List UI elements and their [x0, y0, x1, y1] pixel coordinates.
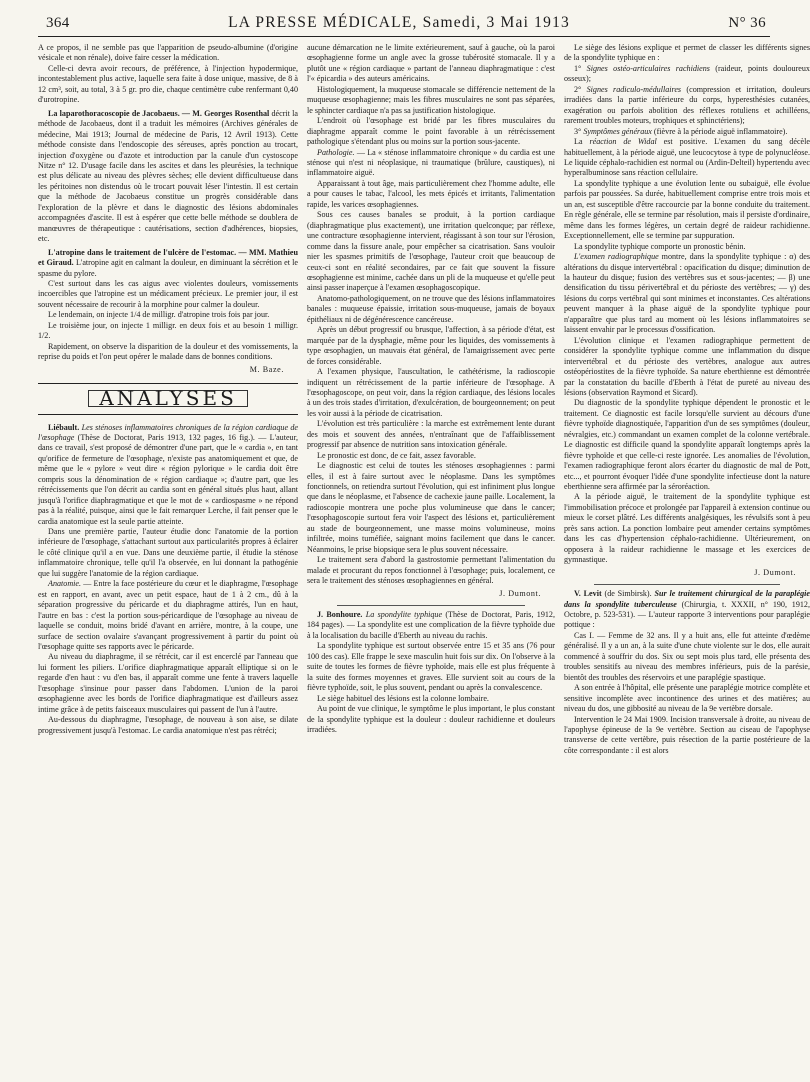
paragraph: Le pronostic est donc, de ce fait, assez favorable. — [317, 450, 476, 460]
paragraph-text: est positive. L'examen du sang décèle habituellement, à la période aiguë, une leucocytose à type de polynucléose. Le liquide céphalo-rachidien est normal ou (Ardin-Delteil) hypertendu avec hyperalbuminose sans réaction cellulaire. — [564, 137, 810, 178]
list-text: (compression et irritation, douleurs irradiées dans la partie inférieure du corps, hyperesthésies cutanées, exagération ou parfois abolition des réflexes rotuliens et achilléens, rarement troubles moteurs, trophiques et sphinctériens); — [564, 84, 810, 126]
paragraph — [307, 148, 555, 179]
analysis-entry — [38, 423, 298, 528]
paragraph: La spondylite typhique comporte un pronostic bénin. — [574, 241, 746, 251]
analysis-title: La spondylite typhique — [365, 610, 443, 620]
section-atropine — [38, 248, 298, 279]
analysis-reference: (Chirurgia, t. XXXII, n° 190, 1912, Octobre, p. 523-531). — — [564, 599, 810, 620]
signature: M. Baze. — [249, 364, 284, 374]
subsection-label: Pathologie. — [317, 147, 355, 157]
text-columns — [38, 43, 810, 1068]
sign-list-item — [564, 64, 810, 85]
paragraph — [564, 137, 810, 179]
journal-title: LA PRESSE MÉDICALE, Samedi, 3 Mai 1913 — [228, 14, 570, 31]
paragraph: Anatomo-pathologiquement, on ne trouve que des lésions inflammatoires banales : muqueuse épaissie, irritation sous-muqueuse, jamais de boyaux épithéliaux ni de dégénérescence cancéreuse. — [307, 293, 555, 324]
paragraph: L'évolution est très particulière : la marche est extrêmement lente durant des mois et souvent des années, n'entraînant que de l'affaiblissement progressif par absence de nutrition sans intoxication générale. — [307, 419, 555, 450]
list-number: 3° — [574, 126, 582, 136]
paragraph: Rapidement, on observe la disparition de la douleur et des vomissements, la reprise du poids et l'on peut opérer le malade dans de bonnes conditions. — [38, 341, 298, 362]
section-heading: La laparothoracoscopie de Jacobaeus. — M. Georges Rosenthal — [48, 108, 270, 118]
divider — [594, 584, 780, 585]
paragraph: Au niveau du diaphragme, il se rétrécit, car il est encerclé par l'anneau que lui forment les piliers. L'orifice diaphragmatique apparaît elliptique si on le regarde d'en haut : vu d'en bas, il apparaît comme une fente à travers laquelle l'œsophage s'insinue pour passer dans l'abdomen. L'union de la paroi œsophagienne avec les bords de l'orifice diaphragmatique est d'ailleurs assez intime grâce à de petits faisceaux musculaires qui passent de l'un à l'autre. — [38, 652, 298, 714]
list-text: (fièvre à la période aiguë inflammatoire). — [653, 126, 788, 136]
analysis-entry — [307, 610, 555, 641]
column-1 — [38, 43, 298, 1068]
paragraph: C'est surtout dans les cas aigus avec violentes douleurs, vomissements incoercibles que l'atropine est un médicament précieux. Le premier jour, il est souvent nécessaire de recourir à la morphine pour calmer la douleur. — [38, 278, 298, 309]
paragraph: Apparaissant à tout âge, mais particulièrement chez l'homme adulte, elle a pour causes le tabac, l'alcool, les mets épicés et irritants, l'alimentation rapide, les varices œsophagiennes. — [307, 178, 555, 209]
paragraph-text: — La « sténose inflammatoire chronique » du cardia est une sténose qui n'est ni néoplasique, ni traumatique (brûlure, caustiques), ni inflammatoire aiguë. — [307, 147, 555, 178]
analysis-title: Les sténoses inflammatoires chroniques de la région cardiaque de l'œsophage — [38, 422, 298, 442]
paragraph: La spondylite typhique est surtout observée entre 15 et 35 ans (76 pour 100 des cas). Elle frappe le sexe masculin huit fois sur dix. On l'observe à la suite de toutes les formes de fièvre typhoïde, mais elle est plus fréquente à la suite des formes moyennes et graves. Elle survient soit au cours de la fièvre typhoïde, soit, le plus souvent, pendant ou après la convalescence. — [307, 641, 555, 693]
analyses-title: ANALYSES — [88, 390, 248, 406]
list-text: (raideur, points douloureux osseux); — [564, 63, 810, 84]
analysis-author: V. Levit — [574, 589, 602, 599]
paragraph: A la période aiguë, le traitement de la spondylite typhique est l'immobilisation précoce et prolongée par l'appareil à extension continue ou mieux le corset plâtré. Les différents analgésiques, les révulsifs sont à peu près sans action. La ponction lombaire peut amender certains symptômes dans les cas d'hypertension céphalo-rachidienne. Ultérieurement, on opposera à la raideur rachidienne le massage et les exercices de gymnastique. — [564, 492, 810, 565]
paragraph: Celle-ci devra avoir recours, de préférence, à l'injection hypodermique, incontestablement plus active, laquelle sera faite à dose unique, massive, de 8 à 12 cm³, soit, au total, 3 à 5 gr. pro die, chaque centimètre cube renfermant 0,40 d'urotropine. — [38, 63, 298, 105]
section-heading: L'atropine dans le traitement de l'ulcère de l'estomac. — MM. Mathieu et Giraud. — [38, 247, 298, 268]
analysis-reference: (Thèse de Doctorat, Paris, 1912, 184 pages). — — [307, 610, 555, 630]
list-label: Signes ostéo-articulaires rachidiens — [586, 63, 710, 73]
paragraph: Au point de vue clinique, le symptôme le plus important, le plus constant de la spondylite typhique est la douleur : douleur rachidienne et douleurs irradiées. — [307, 704, 555, 734]
sign-list-item — [564, 85, 810, 127]
analysis-entry — [564, 589, 810, 631]
analyses-banner — [38, 383, 298, 414]
signature: J. Dumont. — [754, 567, 796, 577]
paragraph: A l'examen physique, l'auscultation, le cathétérisme, la radioscopie indiquent un rétrécissement de la partie inférieure de l'œsophage. A l'œsophagoscope, on peut voir, dans la région cardiaque, des lésions locales à un des trois stades d'irritation, d'exulcération, de bourgeonnement; on peut les voir aussi à la période de cicatrisation. — [307, 367, 555, 418]
analysis-place: (de Simbirsk). — [604, 589, 652, 599]
inline-label: réaction de Widal — [589, 137, 657, 147]
sign-list-item — [564, 127, 810, 137]
page-header — [38, 14, 770, 37]
paragraph — [564, 252, 810, 336]
signature: J. Dumont. — [499, 588, 541, 598]
list-number: 1° — [574, 63, 582, 73]
divider — [337, 605, 525, 606]
paragraph — [38, 579, 298, 652]
paragraph: Au-dessous du diaphragme, l'œsophage, de nouveau à son aise, se dilate progressivement jusqu'à l'estomac. Le cardia anatomique n'est pas rétréci; — [38, 715, 298, 735]
paragraph: Du diagnostic de la spondylite typhique dépendent le pronostic et le traitement. Ce diagnostic est facile lorsqu'elle survient au décours d'une fièvre typhoïde diagnostiquée, l'apparition d'un de ses symptômes (douleur, névralgies, etc.) commandant un examen complet de la colonne vertébrale. Le diagnostic est difficile quand la spondylite apparaît longtemps après la fièvre typhoïde et que celle-ci reste ignorée. Les anomalies de l'évolution, l'examen radiographique feront alors écarter du diagnostic de mal de Pott, etc..., et pourront évoquer l'idée d'une spondylite infectieuse dont la nature eberthienne sera affirmée par la séroréaction. — [564, 398, 810, 492]
paragraph: Dans une première partie, l'auteur étudie donc l'anatomie de la portion inférieure de l'œsophage, s'attachant surtout aux particularités propres à éclairer le côté clinique qu'il a en vue. Dans une deuxième partie, il étudie la sténose inflammatoire chronique, telle qu'il l'a observée, en lui donnant la pathogénie que lui suggère l'anatomie de la région cardiaque. — [38, 527, 298, 578]
paragraph: Le diagnostic est celui de toutes les sténoses œsophagiennes : parmi elles, il est à faire surtout avec le néoplasme. Dans les symptômes fonctionnels, on retiendra surtout l'évolution, qui est infiniment plus longue que dans le néoplasme, et l'absence de cachexie jaune paille. Localement, la radioscopie montrera une poche plus volumineuse que dans le cancer; l'œsophagoscopie surtout fera voir l'aspect des lésions et, particulièrement au stade de bourgeonnement, une masse moins volumineuse, moins infiltrée, moins tuméfiée, saignant moins facilement que dans le cancer. Néanmoins, le prise biopsique sera le plus souvent nécessaire. — [307, 461, 555, 554]
paragraph: A son entrée à l'hôpital, elle présente une paraplégie motrice complète et sensitive incomplète avec incontinence des urines et des matières; au niveau du dos, une gibbosité au niveau de la 9e vertèbre dorsale. — [564, 683, 810, 714]
paragraph: A ce propos, il ne semble pas que l'apparition de pseudo-albumine (d'origine vésicale et non rénale), doive faire cesser la médication. — [38, 43, 298, 63]
paragraph: Le siège habituel des lésions est la colonne lombaire. — [317, 693, 489, 703]
analysis-reference: (Thèse de Doctorat, Paris 1913, 132 pages, 16 fig.). — — [77, 432, 267, 442]
analysis-body: La spondylite est une complication de la fièvre typhoïde due à la localisation du bacille d'Eberth au niveau du rachis. — [307, 620, 555, 640]
paragraph: aucune démarcation ne le limite extérieurement, sauf à gauche, où la paroi œsophagienne forme un angle avec la grosse tubérosité stomacale. Il y a plutôt une « région cardiaque » partant de l'anneau diaphragmatique : c'est l'« épicardia » des auteurs américains. — [307, 43, 555, 84]
paragraph: L'endroit où l'œsophage est bridé par les fibres musculaires du diaphragme apparaît comme le point favorable à un rétrécissement pathologique s'étendant plus ou moins sur la portion sous-jacente. — [307, 116, 555, 147]
paragraph: Le lendemain, on injecte 1/4 de milligr. d'atropine trois fois par jour. — [48, 310, 270, 320]
paragraph: Le traitement sera d'abord la gastrostomie permettant l'alimentation du malade et procurant du repos fonctionnel à l'œsophage; puis, localement, ce sera le traitement des sténoses œsophagiennes en général. — [307, 555, 555, 586]
list-number: 2° — [574, 84, 582, 94]
analysis-body: L'auteur rapporte 3 interventions pour paraplégie pottique : — [564, 610, 810, 630]
paragraph: Après un début progressif ou brusque, l'affection, à sa période d'état, est marquée par de la dysphagie, même pour les liquides, des vomissements à type œsophagien, un mauvais état général, de l'amaigrissement avec perte de forces considérable. — [307, 325, 555, 366]
analysis-author: Liébault. — [48, 422, 80, 432]
paragraph-text: montre, dans la spondylite typhique : α) des altérations du disque intervertébral : opacification du disque; diminution de la hauteur du disque; fusion des vertèbres sus et sous-jacentes; — β) une densification du tissu périvertébral et du périoste des vertèbres; — γ) des lésions du corps vertébral qui sont minimes et inconstantes. Ces altérations peuvent manquer à la phase aiguë de la spondylite typhique pour n'apparaître que plus tard au moment où les lésions inflammatoires se laissent envahir par le processus d'ossification. — [564, 252, 810, 335]
paragraph-text: — Entre la face postérieure du cœur et le diaphragme, l'œsophage est en rapport, en avant, avec un petit espace, haut de 1 à 2 cm., dû à la séparation progressive du péricarde et du diaphragme attirés, l'un en haut, l'autre en bas : c'est la portion sous-péricardique de l'œsophage au niveau de laquelle se conduit, moins bridé d'avant en arrière, montre, à la coupe, une surface de section ovalaire s'avançant progressivement à partir du point où l'œsophage quitte ses rapports avec le péricarde. — [38, 579, 298, 652]
list-label: Signes radiculo-médullaires — [586, 84, 682, 94]
paragraph: Sous ces causes banales se produit, à la portion cardiaque (diaphragmatique plus exactement), une irritation quelconque; par réflexe, une contracture œsophagienne intervient, réagissant à son tour sur l'érosion, comme dans la fissure anale, pour empêcher sa cicatrisation. Sans vouloir nier les spasmes primitifs de l'œsophage, l'auteur croit que beaucoup de ceux-ci sont en réalité secondaires, par ce fait que souvent la fissure œsophagienne est minime, cachée dans un pli de la muqueuse et qu'elle peut ainsi passer inaperçue à l'examen œsophagoscopique. — [307, 210, 555, 293]
analysis-author: J. Bonhoure. — [317, 610, 363, 620]
list-label: Symptômes généraux — [583, 126, 652, 136]
paragraph: Intervention le 24 Mai 1909. Incision transversale à droite, au niveau de l'apophyse épineuse de la 9e vertèbre. Section au ciseau de l'apophyse transverse de cette vertèbre, puis résection de la partie postérieure de la côte correspondante : il est alors — [564, 714, 810, 755]
column-3 — [564, 43, 810, 1068]
case-report: Cas I. — Femme de 32 ans. Il y a huit ans, elle fut atteinte d'œdème généralisé. Il y a un an, à la suite d'une chute violente sur le dos, elle aurait commencé à souffrir du dos. Six ou sept mois plus tard, elle présenta des troubles sensitifs au niveau des membres inférieurs, puis de la parésie, bientôt des troubles des réservoirs et une paraplégie spastique. — [564, 630, 810, 682]
paragraph-text: La — [574, 137, 583, 147]
inline-label: L'examen radiographique — [574, 252, 659, 262]
paragraph: La spondylite typhique a une évolution lente ou subaiguë, elle évolue parfois par poussées. Sa durée, habituellement comprise entre trois mois et un an, est susceptible d'être raccourcie par la bonne conduite du traitement. En règle générale, elle se termine par résolution, mais il persiste d'ordinaire, même dans les formes légères, un certain degré de raideur rachidienne. Exceptionnellement, elle se termine par suppuration. — [564, 178, 810, 241]
analysis-body: L'auteur, dans ce travail, s'est proposé de démontrer d'une part, que le « cardia », en tant qu'orifice de fermeture de l'œsophage, n'existe pas anatomiquement et que, de même que le « pylore » veut dire « région pylorique » le cardia doit être compris sous la dénomination de « région cardiaque »; d'autre part, que les rétrécissements que l'on décrit au cardia sont en général situés plus haut, allant jusqu'à l'orifice diaphragmatique et que le mot de « cardiospasme » ne répond pas à la réalité, puisque, ainsi que le fait remarquer Lerche, il fait penser que le cardia anatomique est la seule partie atteinte. — [38, 432, 298, 526]
paragraph: Le siège des lésions explique et permet de classer les différents signes de la spondylite typhique en : — [564, 43, 810, 63]
section-laparothoracoscopie — [38, 109, 298, 245]
paragraph: Le troisième jour, on injecte 1 milligr. en deux fois et au besoin 1 milligr. 1/2. — [38, 320, 298, 341]
page-number: 364 — [46, 15, 70, 31]
subsection-label: Anatomie. — [48, 579, 82, 589]
paragraph: Histologiquement, la muqueuse stomacale se différencie nettement de la muqueuse œsophagienne; mais les fibres musculaires ne sont pas séparées, le sphincter cardiaque n'a pas sa justification histologique. — [307, 84, 555, 115]
issue-number: N° 36 — [728, 15, 766, 31]
column-2 — [307, 43, 555, 1068]
section-body: décrit la méthode de Jacobaeus, dont il a traduit les mémoires (Archives générales de médecine, Mai 1913; Journal de médecine de Paris, 12 Avril 1913). Cette méthode consiste dans l'endoscopie des séreuses, après ponction au trocart, injection d'oxygène ou d'azote et introduction par la canule d'un cystoscope Nitze n° 12. D'usage facile dans les ascites et dans les pleurésies, la technique est plus délicate au niveau des plèvres sèches; elle devient difficultueuse dans les péritoines non distendus où le trocart pouvait léser l'intestin. Il est certain que la méthode de Jacobaeus constitue un progrès considérable dans l'exploration de la plèvre et dans le diagnostic des lésions abdominales accompagnées d'ascite. Il est à espérer que cette belle méthode se doublera de manœuvres de thérapeutique : cautérisations, section d'adhérences, biopsies, etc. — [38, 108, 298, 244]
analysis-title: Sur le traitement chirurgical de la paraplégie dans la spondylite tuberculeuse — [564, 589, 810, 609]
section-body: L'atropine agit en calmant la douleur, en diminuant la sécrétion et le spasme du pylore. — [38, 258, 298, 278]
paragraph: L'évolution clinique et l'examen radiographique permettent de considérer la spondylite typhique comme une inflammation du disque intervertébral et du périoste des vertèbres, analogue aux autres ostéopériostites de la fièvre typhoïde. Sa nature eberthienne est démontrée par la constatation du bacille d'Eberth à l'état de pureté au niveau des lésions (observation Raymond et Sicard). — [564, 335, 810, 397]
